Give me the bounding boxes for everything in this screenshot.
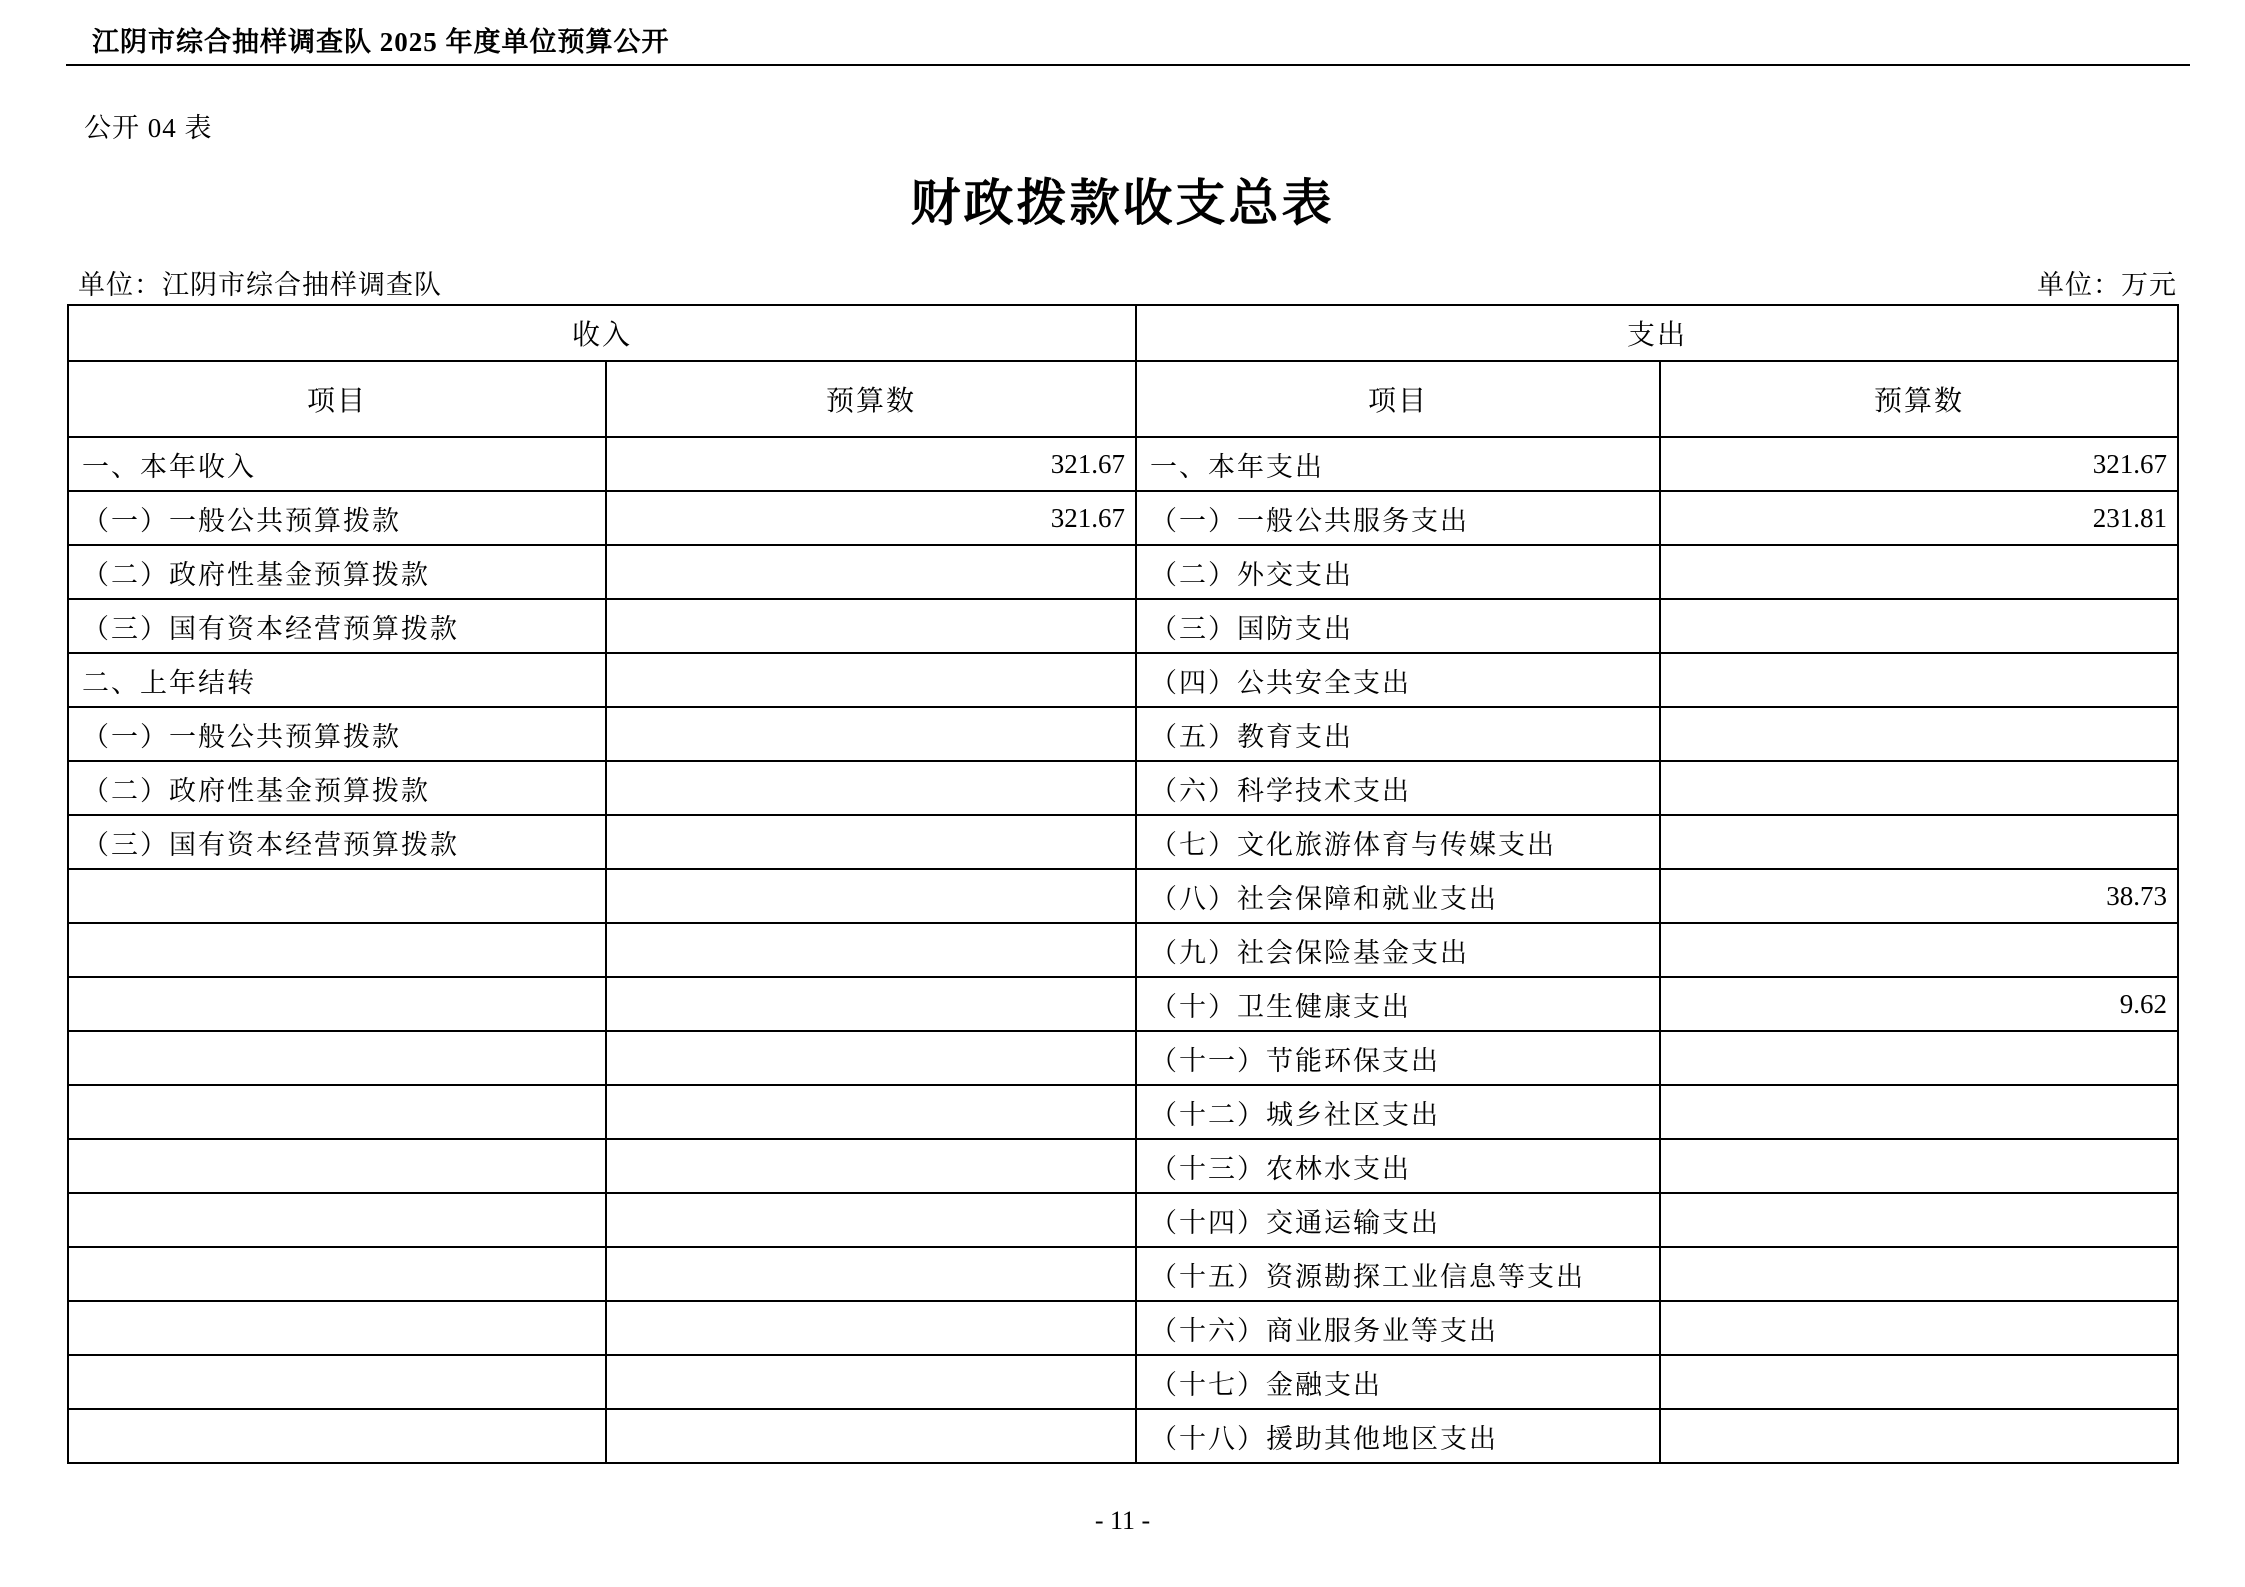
income-value-cell: [606, 1301, 1136, 1355]
expense-item-cell: （五）教育支出: [1136, 707, 1660, 761]
income-budget-column-header: 预算数: [606, 361, 1136, 437]
income-section-header: 收入: [68, 305, 1136, 361]
header-divider: [66, 64, 2190, 66]
income-value-cell: [606, 599, 1136, 653]
income-value-cell: [606, 923, 1136, 977]
income-item-cell: [68, 1085, 606, 1139]
expense-budget-column-header: 预算数: [1660, 361, 2178, 437]
expense-value-cell: [1660, 1139, 2178, 1193]
income-item-cell: [68, 1301, 606, 1355]
table-row: [68, 1085, 2178, 1139]
table-section-header-row: [68, 305, 2178, 361]
expense-item-cell: （二）外交支出: [1136, 545, 1660, 599]
income-value-cell: [606, 1409, 1136, 1463]
income-item-cell: （一）一般公共预算拨款: [68, 491, 606, 545]
page-number: - 11 -: [1094, 1506, 1151, 1535]
budget-summary-table: [67, 304, 2179, 1464]
expense-item-cell: （十六）商业服务业等支出: [1136, 1301, 1660, 1355]
income-value-cell: 321.67: [606, 491, 1136, 545]
expense-value-cell: [1660, 1193, 2178, 1247]
income-value-cell: [606, 1247, 1136, 1301]
expense-item-cell: （十七）金融支出: [1136, 1355, 1660, 1409]
unit-name-label: 单位：江阴市综合抽样调查队: [78, 270, 442, 300]
expense-item-cell: （九）社会保险基金支出: [1136, 923, 1660, 977]
expense-item-cell: （十）卫生健康支出: [1136, 977, 1660, 1031]
expense-item-cell: （六）科学技术支出: [1136, 761, 1660, 815]
expense-item-cell: （十四）交通运输支出: [1136, 1193, 1660, 1247]
table-row: [68, 437, 2178, 491]
income-item-cell: 一、本年收入: [68, 437, 606, 491]
expense-value-cell: 38.73: [1660, 869, 2178, 923]
income-item-cell: （一）一般公共预算拨款: [68, 707, 606, 761]
expense-value-cell: [1660, 1301, 2178, 1355]
income-value-cell: [606, 1355, 1136, 1409]
expense-item-cell: 一、本年支出: [1136, 437, 1660, 491]
unit-currency-label: 单位：万元: [2037, 270, 2177, 300]
income-value-cell: [606, 653, 1136, 707]
income-value-cell: [606, 815, 1136, 869]
income-item-cell: [68, 1247, 606, 1301]
expense-value-cell: [1660, 1031, 2178, 1085]
table-row: [68, 599, 2178, 653]
table-row: [68, 1139, 2178, 1193]
table-row: [68, 869, 2178, 923]
income-item-cell: [68, 1031, 606, 1085]
doc-header-title: 江阴市综合抽样调查队 2025 年度单位预算公开: [92, 27, 670, 57]
expense-value-cell: 9.62: [1660, 977, 2178, 1031]
income-item-cell: [68, 977, 606, 1031]
unit-info-row: [66, 263, 2177, 302]
form-number-label: 公开 04 表: [84, 113, 213, 143]
expense-value-cell: 231.81: [1660, 491, 2178, 545]
table-row: [68, 545, 2178, 599]
table-row: [68, 1409, 2178, 1463]
expense-item-cell: （三）国防支出: [1136, 599, 1660, 653]
expense-item-cell: （八）社会保障和就业支出: [1136, 869, 1660, 923]
expense-item-cell: （七）文化旅游体育与传媒支出: [1136, 815, 1660, 869]
expense-item-cell: （十五）资源勘探工业信息等支出: [1136, 1247, 1660, 1301]
expense-value-cell: [1660, 1247, 2178, 1301]
expense-value-cell: [1660, 1085, 2178, 1139]
table-row: [68, 1355, 2178, 1409]
table-row: [68, 815, 2178, 869]
table-row: [68, 1301, 2178, 1355]
income-item-cell: [68, 869, 606, 923]
income-item-cell: [68, 1193, 606, 1247]
expense-item-cell: （一）一般公共服务支出: [1136, 491, 1660, 545]
table-row: [68, 977, 2178, 1031]
table-row: [68, 1031, 2178, 1085]
table-column-header-row: [68, 361, 2178, 437]
income-item-cell: [68, 1409, 606, 1463]
income-value-cell: [606, 1139, 1136, 1193]
income-value-cell: [606, 545, 1136, 599]
income-item-cell: [68, 1139, 606, 1193]
expense-value-cell: [1660, 761, 2178, 815]
expense-value-cell: [1660, 707, 2178, 761]
table-row: [68, 491, 2178, 545]
income-value-cell: 321.67: [606, 437, 1136, 491]
income-item-cell: （三）国有资本经营预算拨款: [68, 599, 606, 653]
income-item-cell: [68, 1355, 606, 1409]
expense-value-cell: [1660, 545, 2178, 599]
income-item-cell: [68, 923, 606, 977]
expense-item-cell: （十一）节能环保支出: [1136, 1031, 1660, 1085]
expense-value-cell: [1660, 1409, 2178, 1463]
table-row: [68, 653, 2178, 707]
income-item-cell: 二、上年结转: [68, 653, 606, 707]
income-value-cell: [606, 707, 1136, 761]
income-value-cell: [606, 977, 1136, 1031]
expense-value-cell: [1660, 815, 2178, 869]
expense-item-cell: （十二）城乡社区支出: [1136, 1085, 1660, 1139]
table-row: [68, 1247, 2178, 1301]
budget-table-body: [68, 437, 2178, 1463]
table-row: [68, 707, 2178, 761]
income-value-cell: [606, 1085, 1136, 1139]
income-item-cell: （二）政府性基金预算拨款: [68, 761, 606, 815]
income-item-column-header: 项目: [68, 361, 606, 437]
expense-value-cell: [1660, 599, 2178, 653]
expense-section-header: 支出: [1136, 305, 2178, 361]
page-title: 财政拨款收支总表: [910, 175, 1335, 231]
income-value-cell: [606, 869, 1136, 923]
income-value-cell: [606, 1193, 1136, 1247]
expense-value-cell: [1660, 1355, 2178, 1409]
expense-item-cell: （四）公共安全支出: [1136, 653, 1660, 707]
income-item-cell: （三）国有资本经营预算拨款: [68, 815, 606, 869]
expense-item-column-header: 项目: [1136, 361, 1660, 437]
table-row: [68, 1193, 2178, 1247]
table-row: [68, 761, 2178, 815]
income-item-cell: （二）政府性基金预算拨款: [68, 545, 606, 599]
expense-item-cell: （十八）援助其他地区支出: [1136, 1409, 1660, 1463]
income-value-cell: [606, 761, 1136, 815]
expense-value-cell: [1660, 653, 2178, 707]
expense-value-cell: 321.67: [1660, 437, 2178, 491]
expense-value-cell: [1660, 923, 2178, 977]
table-row: [68, 923, 2178, 977]
income-value-cell: [606, 1031, 1136, 1085]
expense-item-cell: （十三）农林水支出: [1136, 1139, 1660, 1193]
